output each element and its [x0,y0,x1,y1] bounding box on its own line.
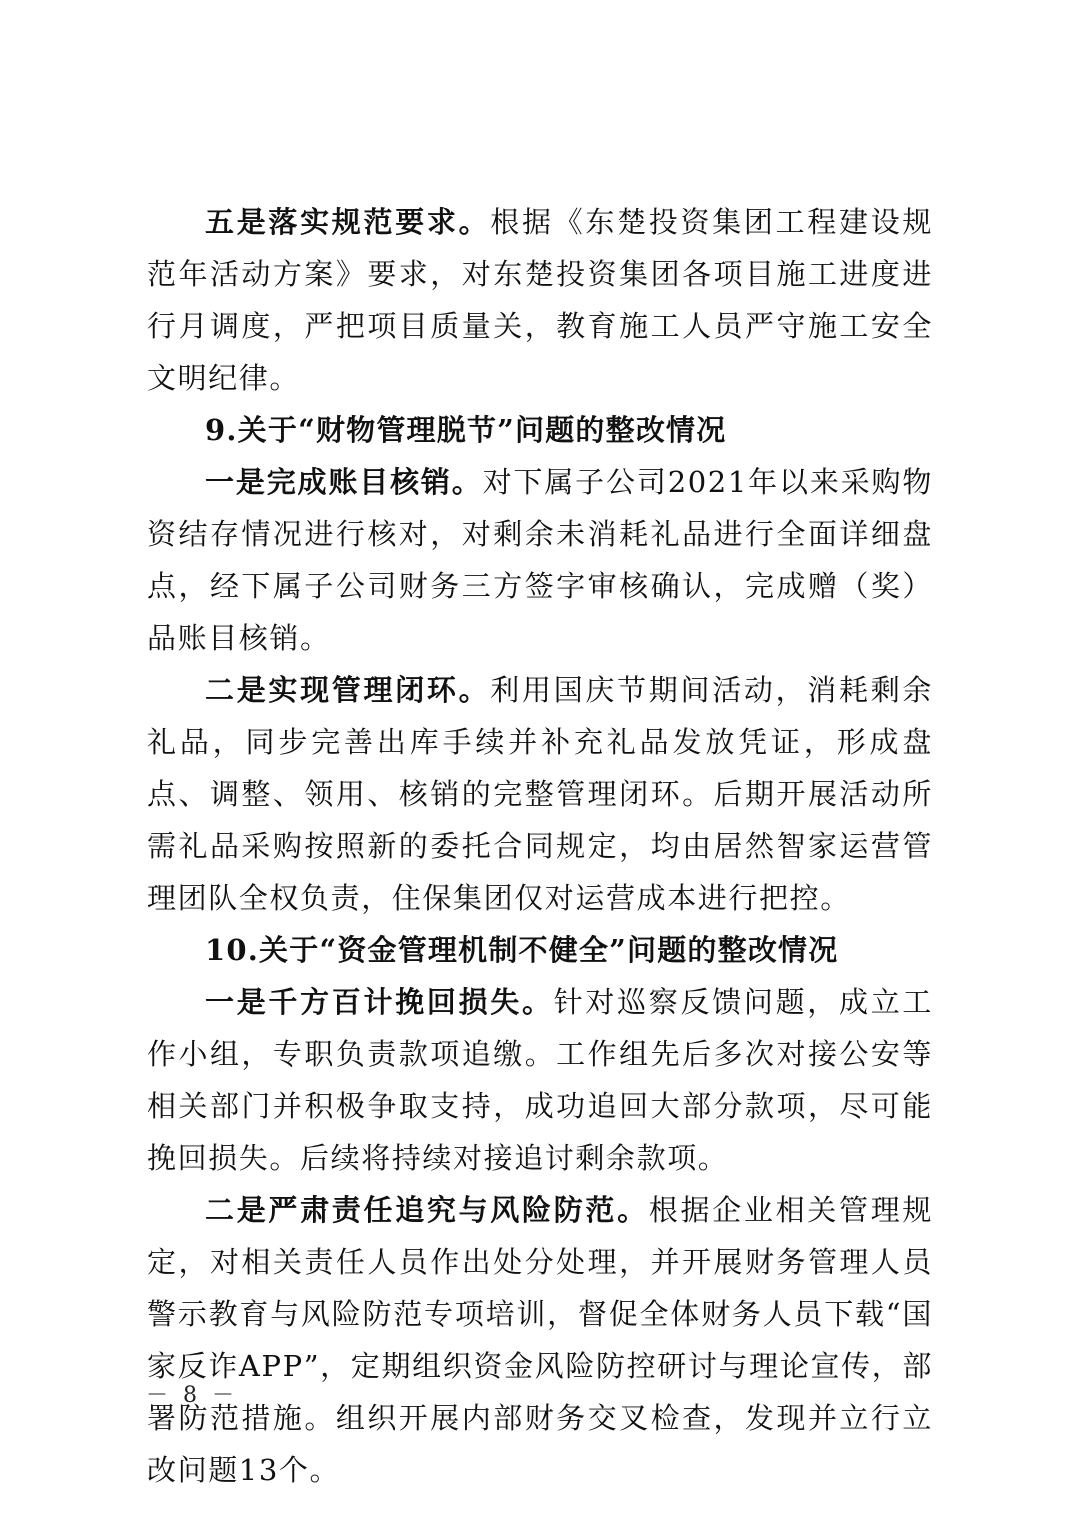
paragraph-text: 对下属子公司2021年以来采购物资结存情况进行核对，对剩余未消耗礼品进行全面详细盘点，经下属子公司财务三方签字审核确认，完成赠（奖）品账目核销。 [147,465,933,655]
paragraph-account-writeoff [147,456,933,664]
paragraph-implement-standards [147,196,933,404]
paragraph-management-loop [147,664,933,924]
section-heading-10: 10.关于“资金管理机制不健全”问题的整改情况 [205,933,839,967]
section-heading-9: 9.关于“财物管理脱节”问题的整改情况 [205,413,727,447]
paragraph-lead: 一是完成账目核销。 [205,465,483,499]
paragraph-text: 利用国庆节期间活动，消耗剩余礼品，同步完善出库手续并补充礼品发放凭证，形成盘点、调整、领用、核销的完整管理闭环。后期开展活动所需礼品采购按照新的委托合同规定，均由居然智家运营管理团队全权负责，住保集团仅对运营成本进行把控。 [147,673,933,915]
paragraph-accountability-risk [147,1184,933,1496]
paragraph-lead: 二是严肃责任追究与风险防范。 [205,1193,649,1227]
paragraph-lead: 一是千方百计挽回损失。 [205,985,554,1019]
page-number: － 8 － [146,1383,238,1408]
paragraph-recover-losses [147,976,933,1184]
paragraph-lead: 五是落实规范要求。 [205,205,491,239]
paragraph-lead: 二是实现管理闭环。 [205,673,491,707]
paragraph-text: 根据《东楚投资集团工程建设规范年活动方案》要求，对东楚投资集团各项目施工进度进行月调度，严把项目质量关，教育施工人员严守施工安全文明纪律。 [147,205,933,395]
paragraph-text: 针对巡察反馈问题，成立工作小组，专职负责款项追缴。工作组先后多次对接公安等相关部门并积极争取支持，成功追回大部分款项，尽可能挽回损失。后续将持续对接追讨剩余款项。 [147,985,933,1175]
paragraph-text: 根据企业相关管理规定，对相关责任人员作出处分处理，并开展财务管理人员警示教育与风险防范专项培训，督促全体财务人员下载“国家反诈APP”，定期组织资金风险防控研讨与理论宣传，部署防范措施。组织开展内部财务交叉检查，发现并立行立改问题13个。 [147,1193,933,1487]
document-body [147,196,933,1496]
